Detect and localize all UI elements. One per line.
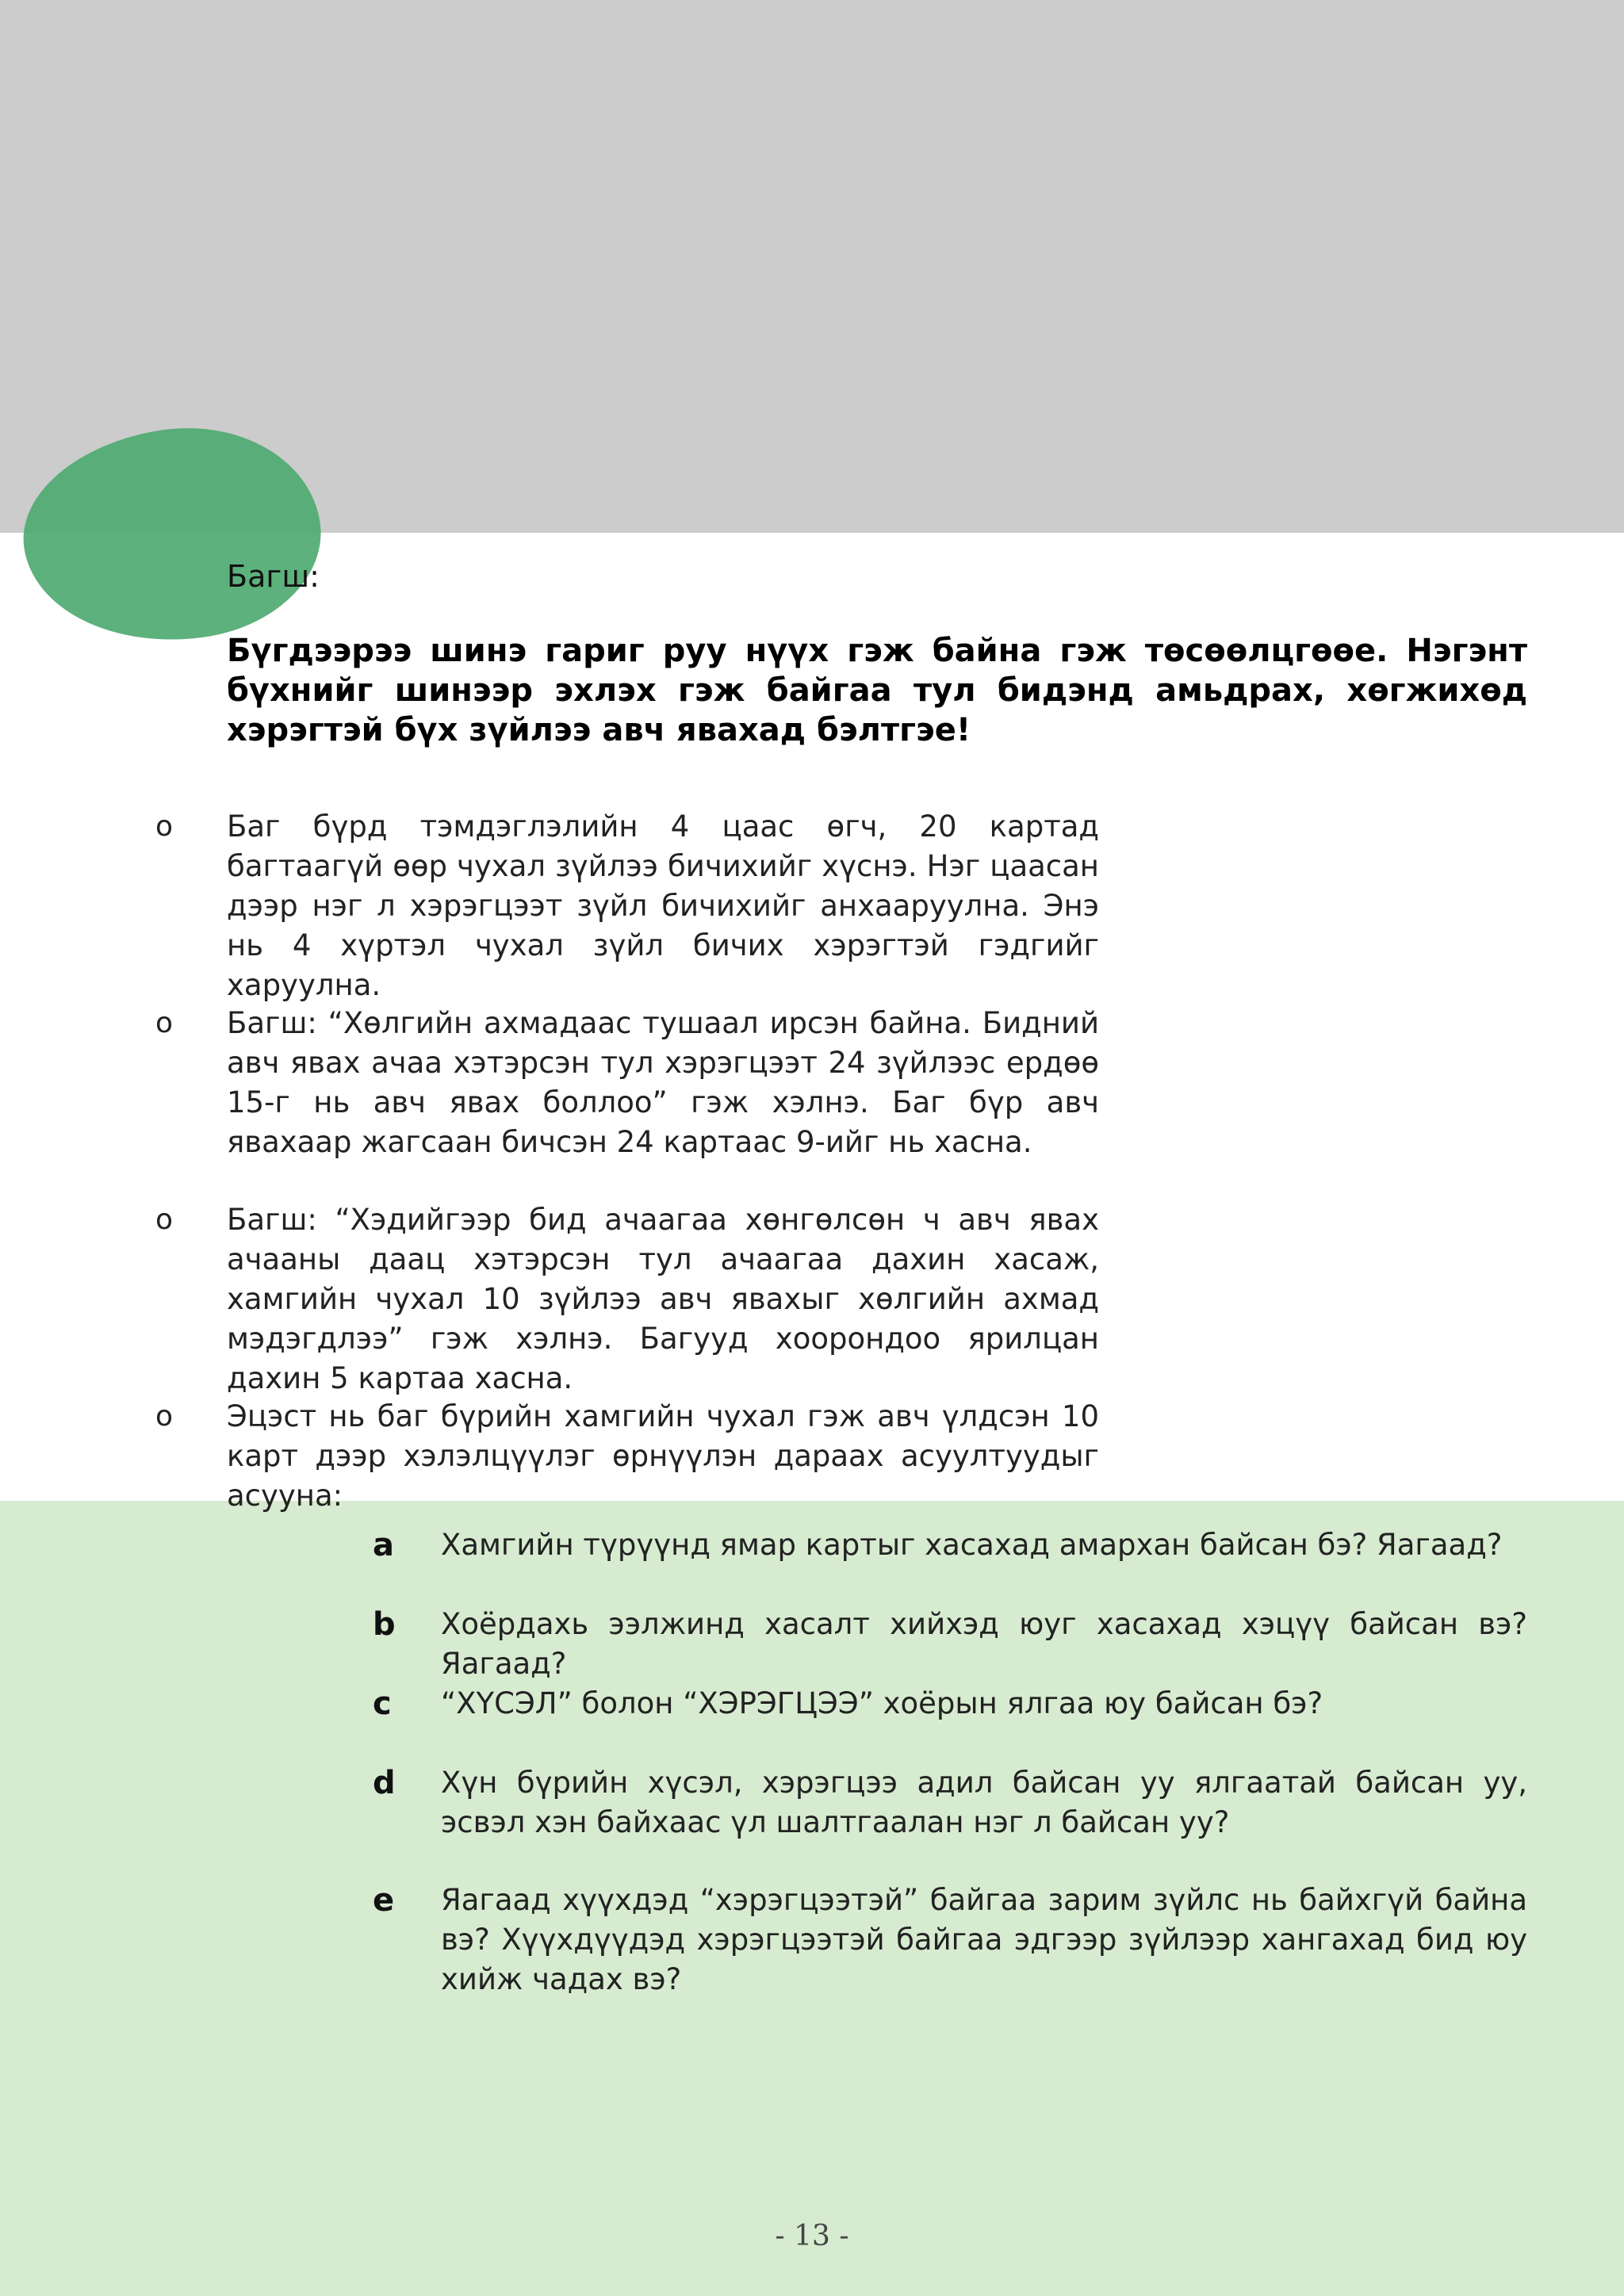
question-text: Хамгийн түрүүнд ямар картыг хасахад амархан байсан бэ? Яагаад?	[441, 1528, 1503, 1562]
step-text: Баг бүрд тэмдэглэлийн 4 цаас өгч, 20 картад багтаагүй өөр чухал зүйлээ бичихийг хүснэ. Нэг цаасан дээр нэг л хэрэгцээт зүйл бичихийг анхааруулна. Энэ нь 4 хүртэл чухал зүйл бичих хэрэгтэй гэдгийг харуулна.	[227, 809, 1099, 1002]
question-letter: b	[373, 1606, 396, 1643]
step-text: Багш: “Хөлгийн ахмадаас тушаал ирсэн байна. Бидний авч явах ачаа хэтэрсэн тул хэрэгцээт 24 зүйлээс ердөө 15-г нь авч явах боллоо” гэж хэлнэ. Баг бүр авч явахаар жагсаан бичсэн 24 картаас 9-ийг нь хасна.	[227, 1006, 1099, 1159]
bullet-icon: o	[155, 810, 174, 843]
question-text: Яагаад хүүхдэд “хэрэгцээтэй” байгаа зарим зүйлс нь байхгүй байна вэ? Хүүхдүүдэд хэрэгцээтэй байгаа эдгээр зүйлээр хангахад бид юу хийж чадах вэ?	[441, 1883, 1527, 1996]
bullet-icon: o	[155, 1007, 174, 1039]
question-text: Хоёрдахь ээлжинд хасалт хийхэд юуг хасахад хэцүү байсан вэ? Яагаад?	[441, 1607, 1527, 1681]
bullet-icon: o	[155, 1203, 174, 1236]
intro-paragraph: Бүгдээрээ шинэ гариг руу нүүх гэж байна гэж төсөөлцгөөе. Нэгэнт бүхнийг шинээр эхлэх гэж байгаа тул бидэнд амьдрах, хөгжихөд хэрэгтэй бүх зүйлээ авч явахад бэлтгэе!	[227, 633, 1527, 748]
page-number: - 13 -	[775, 2220, 849, 2252]
question-letter: d	[373, 1765, 396, 1801]
question-text: Хүн бүрийн хүсэл, хэрэгцээ адил байсан уу ялгаатай байсан уу, эсвэл хэн байхаас үл шалтгаалан нэг л байсан уу?	[441, 1766, 1527, 1839]
step-text: Багш: “Хэдийгээр бид ачаагаа хөнгөлсөн ч авч явах ачааны даац хэтэрсэн тул ачаагаа дахин хасаж, хамгийн чухал 10 зүйлээ авч явахыг хөлгийн ахмад мэдэгдлээ” гэж хэлнэ. Багууд хоорондоо ярилцан дахин 5 картаа хасна.	[227, 1203, 1099, 1395]
teacher-label: Багш:	[227, 559, 320, 594]
question-letter: e	[373, 1882, 395, 1919]
question-letter: c	[373, 1686, 392, 1722]
step-text: Эцэст нь баг бүрийн хамгийн чухал гэж авч үлдсэн 10 карт дээр хэлэлцүүлэг өрнүүлэн дараах асуултуудыг асууна:	[227, 1399, 1099, 1513]
bullet-icon: o	[155, 1400, 174, 1433]
question-letter: a	[373, 1527, 394, 1563]
question-text: “ХҮСЭЛ” болон “ХЭРЭГЦЭЭ” хоёрын ялгаа юу байсан бэ?	[441, 1686, 1323, 1720]
